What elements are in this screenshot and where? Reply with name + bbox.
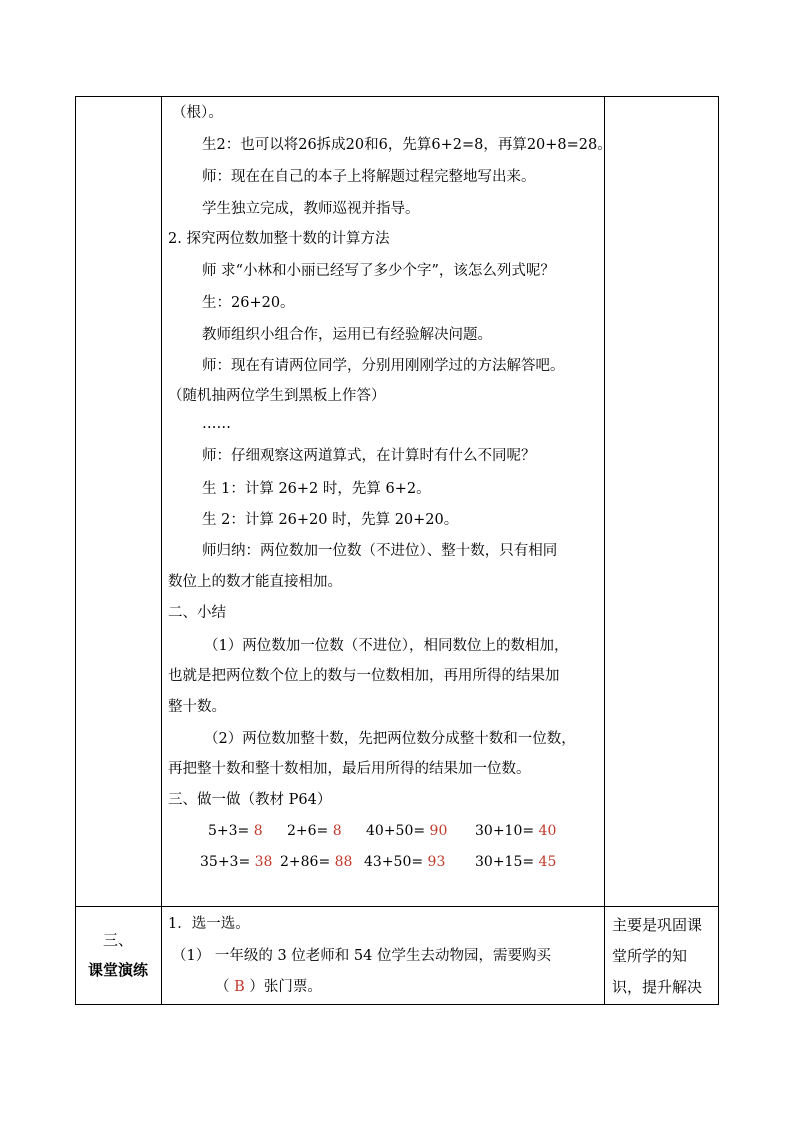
text-line: 学生独立完成，教师巡视并指导。 <box>202 201 420 217</box>
table-top-border <box>75 96 719 97</box>
exercise-item: 35+3= 38 <box>200 854 273 870</box>
section-heading: 三、做一做（教材 P64） <box>168 792 332 808</box>
exercise-item: 40+50= 90 <box>366 823 448 839</box>
note-line: 识，提升解决 <box>612 978 703 996</box>
text-line: 师：现在在自己的本子上将解题过程完整地写出来。 <box>202 169 536 185</box>
text-line: （2）两位数加整十数，先把两位数分成整十数和一位数， <box>204 731 576 747</box>
note-line: 主要是巩固课 <box>612 916 703 934</box>
text-line: 生 1：计算 26+2 时，先算 6+2。 <box>202 481 431 497</box>
exercise-item: 30+10= 40 <box>475 823 557 839</box>
text-line: （随机抽两位学生到黑板上作答） <box>168 388 386 404</box>
text-line: 生2：也可以将26拆成20和6，先算6+2=8，再算20+8=28。 <box>202 137 612 153</box>
text-line: 师归纳：两位数加一位数（不进位）、整十数，只有相同 <box>202 543 558 559</box>
text-line: 生：26+20。 <box>202 295 295 311</box>
answer-choice: B <box>234 979 245 995</box>
text-line: 1．选一选。 <box>168 916 250 932</box>
column-divider-1 <box>161 96 162 1005</box>
ellipsis: …… <box>202 416 231 432</box>
text-line: （根）。 <box>172 105 223 121</box>
text-line: 数位上的数才能直接相加。 <box>168 574 342 590</box>
table-right-border <box>718 96 719 1005</box>
exercise-item: 30+15= 45 <box>475 854 557 870</box>
table-left-border <box>75 96 76 1005</box>
note-line: 堂所学的知 <box>612 947 688 965</box>
exercise-item: 5+3= 8 <box>208 823 263 839</box>
text-line: 教师组织小组合作，运用已有经验解决问题。 <box>202 327 492 343</box>
section-heading: 二、小结 <box>168 605 226 621</box>
exercise-item: 2+6= 8 <box>287 823 342 839</box>
exercise-item: 2+86= 88 <box>280 854 353 870</box>
section-number: 三、 <box>102 931 133 949</box>
row-divider <box>75 906 719 907</box>
text-line: （1） 一年级的 3 位老师和 54 位学生去动物园，需要购买 <box>172 948 551 964</box>
text-line: 师 求“小林和小丽已经写了多少个字”，该怎么列式呢？ <box>202 263 555 279</box>
table-bottom-border <box>75 1004 719 1005</box>
text-line: （1）两位数加一位数（不进位），相同数位上的数相加， <box>204 638 569 654</box>
text-line: （ B ）张门票。 <box>215 979 322 995</box>
text-line: 再把整十数和整十数相加，最后用所得的结果加一位数。 <box>168 761 531 777</box>
text-line: 师：仔细观察这两道算式，在计算时有什么不同呢？ <box>202 448 536 464</box>
text-line: 师：现在有请两位同学，分别用刚刚学过的方法解答吧。 <box>202 358 565 374</box>
text-line: 生 2：计算 26+20 时，先算 20+20。 <box>202 512 459 528</box>
section-heading: 2. 探究两位数加整十数的计算方法 <box>168 231 390 247</box>
section-title: 课堂演练 <box>87 961 148 979</box>
text-line: 也就是把两位数个位上的数与一位数相加，再用所得的结果加 <box>168 668 560 684</box>
exercise-item: 43+50= 93 <box>364 854 446 870</box>
text-line: 整十数。 <box>168 699 226 715</box>
column-divider-2 <box>604 96 605 1005</box>
